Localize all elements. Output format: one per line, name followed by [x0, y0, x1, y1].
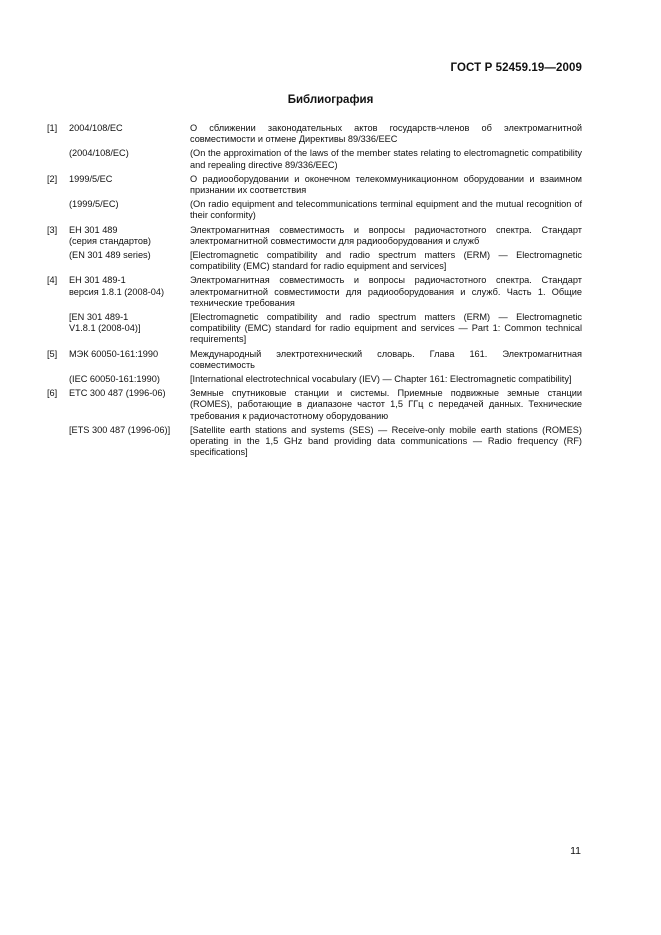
reference-line: ЕН 301 489-1 — [69, 275, 126, 286]
reference-line: (EN 301 489 series) — [69, 250, 151, 261]
document-code: ГОСТ Р 52459.19—2009 — [450, 62, 582, 74]
bibliography-row — [47, 199, 582, 221]
bibliography-entry — [47, 349, 582, 386]
entry-number: [6] — [47, 388, 58, 399]
bibliography-entry — [47, 123, 582, 171]
reference-line: (серия стандартов) — [69, 235, 151, 246]
entry-number: [2] — [47, 173, 58, 184]
bibliography-row — [47, 425, 582, 459]
reference-designation — [69, 148, 190, 170]
entry-number — [47, 250, 69, 272]
bibliography-row — [47, 349, 582, 371]
bibliography-row — [47, 225, 582, 247]
section-title: Библиография — [287, 94, 374, 106]
reference-line: [EN 301 489-1 — [69, 312, 129, 323]
entry-number — [47, 425, 69, 459]
bibliography-list — [47, 123, 582, 461]
reference-title: О радиооборудовании и оконечном телекоммуникационном оборудовании и взаимном признании их соответствия — [190, 173, 582, 196]
bibliography-row — [47, 374, 582, 385]
reference-title: [International electrotechnical vocabulary (IEV) — Chapter 161: Electromagnetic compatibility] — [190, 374, 572, 385]
reference-line: (2004/108/EC) — [69, 148, 129, 159]
reference-designation — [69, 349, 190, 371]
bibliography-entry — [47, 275, 582, 345]
bibliography-row — [47, 388, 582, 422]
reference-designation — [69, 225, 190, 247]
reference-designation — [69, 250, 190, 272]
reference-line: версия 1.8.1 (2008-04) — [69, 286, 165, 297]
reference-line: МЭК 60050-161:1990 — [69, 348, 159, 359]
reference-line: (1999/5/EC) — [69, 199, 119, 210]
bibliography-row — [47, 174, 582, 196]
bibliography-row — [47, 312, 582, 346]
entry-number: [3] — [47, 224, 58, 235]
reference-designation — [69, 275, 190, 309]
reference-designation — [69, 123, 190, 145]
reference-line: ЕТС 300 487 (1996-06) — [69, 388, 166, 399]
bibliography-row — [47, 123, 582, 145]
bibliography-entry — [47, 174, 582, 222]
page-number: 11 — [570, 845, 581, 857]
reference-title: [Satellite earth stations and systems (SES) — Receive-only mobile earth stations (ROMES) operating in the 1,5 GHz band providing data communications — Radio frequency (RF) specifications] — [190, 424, 582, 458]
reference-title: (On radio equipment and telecommunications terminal equipment and the mutual recognition of their conformity) — [190, 199, 582, 221]
reference-designation — [69, 425, 190, 459]
reference-title: Земные спутниковые станции и системы. Приемные подвижные земные станции (ROMES), работающие в диапазоне частот 1,5 ГГц с передачей данных. Технические требования к радиочастотному оборудованию — [190, 388, 582, 421]
reference-title: [Electromagnetic compatibility and radio spectrum matters (ERM) — Electromagnetic compatibility (EMC) standard for radio equipment and services — Part 1: Common technical requirements] — [190, 312, 582, 345]
bibliography-row — [47, 275, 582, 309]
reference-designation — [69, 312, 190, 346]
reference-line: (IEC 60050-161:1990) — [69, 374, 160, 385]
reference-title: (On the approximation of the laws of the member states relating to electromagnetic compatibility and repealing directive 89/336/EEC) — [190, 148, 582, 170]
reference-line: ЕН 301 489 — [69, 224, 118, 235]
bibliography-entry — [47, 388, 582, 458]
entry-number: [5] — [47, 348, 58, 359]
reference-line: V1.8.1 (2008-04)] — [69, 323, 141, 334]
reference-title: [Electromagnetic compatibility and radio spectrum matters (ERM) — Electromagnetic compatibility (EMC) standard for radio equipment and services] — [190, 250, 582, 272]
reference-title: Электромагнитная совместимость и вопросы радиочастотного спектра. Стандарт электромагнитной совместимости для радиооборудования и служб — [190, 224, 582, 246]
reference-title: О сближении законодательных актов государств-членов об электромагнитной совместимости и отмене Директивы 89/336/EEC — [190, 123, 582, 145]
bibliography-row — [47, 148, 582, 170]
bibliography-row — [47, 250, 582, 272]
entry-number — [47, 199, 69, 221]
entry-number: [4] — [47, 275, 58, 286]
reference-line: [ETS 300 487 (1996-06)] — [69, 424, 171, 435]
reference-designation — [69, 174, 190, 196]
reference-title: Электромагнитная совместимость и вопросы радиочастотного спектра. Стандарт электромагнитной совместимости для радиооборудования и служб. Часть 1. Общие технические требования — [190, 275, 582, 308]
reference-line: 2004/108/EC — [69, 123, 123, 133]
entry-number — [47, 374, 69, 385]
entry-number: [1] — [47, 123, 58, 133]
reference-designation — [69, 374, 190, 385]
entry-number — [47, 148, 69, 170]
reference-line: 1999/5/EC — [69, 173, 113, 184]
entry-number — [47, 312, 69, 346]
reference-title: Международный электротехнический словарь. Глава 161. Электромагнитная совместимость — [190, 348, 582, 370]
reference-designation — [69, 388, 190, 422]
reference-designation — [69, 199, 190, 221]
bibliography-entry — [47, 225, 582, 273]
